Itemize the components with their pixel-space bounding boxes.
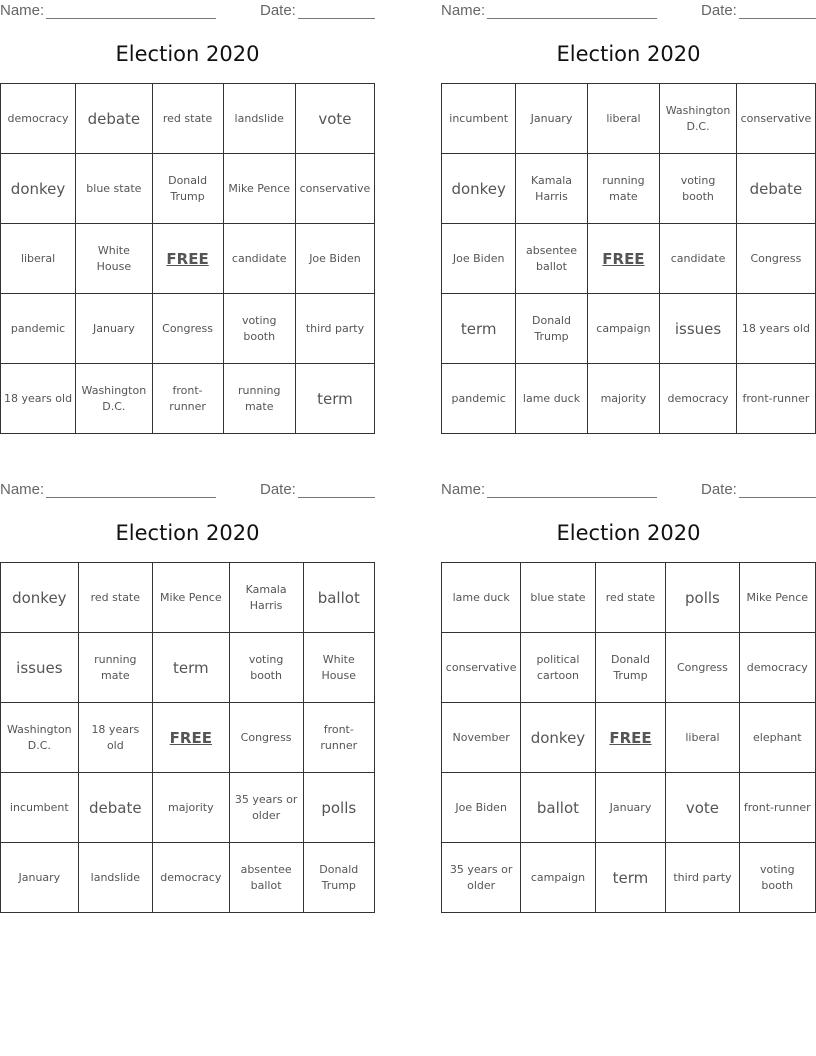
- date-line[interactable]: [298, 18, 375, 19]
- bingo-square[interactable]: Joe Biden: [295, 224, 374, 294]
- bingo-square[interactable]: Washington D.C.: [1, 703, 79, 773]
- bingo-square[interactable]: Donald Trump: [516, 294, 587, 364]
- grid-row: [442, 773, 816, 843]
- name-label: Name:: [0, 2, 45, 19]
- bingo-square[interactable]: liberal: [1, 224, 76, 294]
- bingo-square[interactable]: pandemic: [442, 364, 516, 434]
- name-date-header: [441, 2, 816, 20]
- bingo-square[interactable]: democracy: [152, 843, 229, 913]
- free-square[interactable]: FREE: [587, 224, 660, 294]
- bingo-square[interactable]: voting booth: [660, 154, 737, 224]
- bingo-square[interactable]: 35 years or older: [442, 843, 521, 913]
- bingo-square[interactable]: blue state: [521, 563, 595, 633]
- bingo-square[interactable]: debate: [76, 84, 153, 154]
- bingo-square[interactable]: red state: [78, 563, 152, 633]
- bingo-square[interactable]: front-runner: [739, 773, 815, 843]
- date-line[interactable]: [298, 497, 375, 498]
- bingo-square[interactable]: front-runner: [152, 364, 223, 434]
- date-line[interactable]: [739, 18, 816, 19]
- bingo-square[interactable]: vote: [295, 84, 374, 154]
- bingo-square[interactable]: donkey: [442, 154, 516, 224]
- name-line[interactable]: [46, 18, 216, 19]
- bingo-square[interactable]: Joe Biden: [442, 773, 521, 843]
- name-label: Name:: [441, 481, 486, 498]
- bingo-grid: [441, 83, 816, 434]
- bingo-square[interactable]: absentee ballot: [516, 224, 587, 294]
- bingo-square[interactable]: Mike Pence: [152, 563, 229, 633]
- bingo-square[interactable]: democracy: [660, 364, 737, 434]
- free-square[interactable]: FREE: [152, 224, 223, 294]
- name-label: Name:: [441, 2, 486, 19]
- bingo-square[interactable]: White House: [76, 224, 153, 294]
- bingo-square[interactable]: Washington D.C.: [660, 84, 737, 154]
- bingo-square[interactable]: Mike Pence: [739, 563, 815, 633]
- card-title: Election 2020: [556, 42, 701, 66]
- bingo-square[interactable]: January: [516, 84, 587, 154]
- bingo-square[interactable]: front-runner: [736, 364, 815, 434]
- bingo-square[interactable]: pandemic: [1, 294, 76, 364]
- bingo-square[interactable]: 35 years or older: [229, 773, 303, 843]
- card-title: Election 2020: [556, 521, 701, 545]
- grid-row: [1, 224, 375, 294]
- grid-row: [1, 703, 375, 773]
- bingo-square[interactable]: Kamala Harris: [229, 563, 303, 633]
- bingo-grid: [0, 562, 375, 913]
- bingo-square[interactable]: 18 years old: [1, 364, 76, 434]
- bingo-card-3: [0, 479, 375, 911]
- grid-row: [1, 773, 375, 843]
- bingo-square[interactable]: running mate: [223, 364, 295, 434]
- bingo-square[interactable]: November: [442, 703, 521, 773]
- name-date-header: [441, 481, 816, 499]
- bingo-square[interactable]: political cartoon: [521, 633, 595, 703]
- bingo-square[interactable]: vote: [666, 773, 739, 843]
- bingo-square[interactable]: term: [595, 843, 666, 913]
- grid-row: [1, 364, 375, 434]
- grid-row: [442, 154, 816, 224]
- bingo-square[interactable]: liberal: [587, 84, 660, 154]
- bingo-square[interactable]: 18 years old: [78, 703, 152, 773]
- name-date-header: [0, 481, 375, 499]
- bingo-square[interactable]: conservative: [442, 633, 521, 703]
- bingo-square[interactable]: Kamala Harris: [516, 154, 587, 224]
- bingo-square[interactable]: Donald Trump: [303, 843, 374, 913]
- bingo-square[interactable]: debate: [736, 154, 815, 224]
- grid-row: [1, 633, 375, 703]
- bingo-square[interactable]: donkey: [521, 703, 595, 773]
- bingo-grid: [441, 562, 816, 913]
- bingo-square[interactable]: Donald Trump: [152, 154, 223, 224]
- bingo-card-1: [0, 0, 375, 432]
- grid-row: [442, 224, 816, 294]
- bingo-square[interactable]: Congress: [152, 294, 223, 364]
- bingo-square[interactable]: running mate: [587, 154, 660, 224]
- bingo-square[interactable]: Congress: [666, 633, 739, 703]
- name-line[interactable]: [487, 497, 657, 498]
- bingo-square[interactable]: incumbent: [1, 773, 79, 843]
- bingo-square[interactable]: Joe Biden: [442, 224, 516, 294]
- bingo-square[interactable]: campaign: [587, 294, 660, 364]
- bingo-card-2: [441, 0, 816, 432]
- name-date-header: [0, 2, 375, 20]
- date-label: Date:: [260, 2, 296, 19]
- bingo-square[interactable]: red state: [152, 84, 223, 154]
- date-label: Date:: [260, 481, 296, 498]
- bingo-square[interactable]: absentee ballot: [229, 843, 303, 913]
- bingo-square[interactable]: Donald Trump: [595, 633, 666, 703]
- bingo-square[interactable]: running mate: [78, 633, 152, 703]
- grid-row: [1, 563, 375, 633]
- bingo-square[interactable]: conservative: [736, 84, 815, 154]
- grid-row: [442, 364, 816, 434]
- grid-row: [1, 843, 375, 913]
- bingo-square[interactable]: voting booth: [229, 633, 303, 703]
- bingo-square[interactable]: landslide: [223, 84, 295, 154]
- bingo-square[interactable]: third party: [295, 294, 374, 364]
- bingo-square[interactable]: incumbent: [442, 84, 516, 154]
- bingo-square[interactable]: donkey: [1, 563, 79, 633]
- bingo-square[interactable]: January: [76, 294, 153, 364]
- bingo-square[interactable]: democracy: [739, 633, 815, 703]
- bingo-square[interactable]: third party: [666, 843, 739, 913]
- bingo-square[interactable]: Congress: [736, 224, 815, 294]
- bingo-square[interactable]: 18 years old: [736, 294, 815, 364]
- bingo-square[interactable]: term: [442, 294, 516, 364]
- bingo-square[interactable]: Mike Pence: [223, 154, 295, 224]
- grid-row: [1, 294, 375, 364]
- date-line[interactable]: [739, 497, 816, 498]
- bingo-square[interactable]: Congress: [229, 703, 303, 773]
- bingo-square[interactable]: candidate: [223, 224, 295, 294]
- bingo-square[interactable]: debate: [78, 773, 152, 843]
- bingo-square[interactable]: polls: [666, 563, 739, 633]
- date-label: Date:: [701, 2, 737, 19]
- bingo-grid: [0, 83, 375, 434]
- bingo-square[interactable]: landslide: [78, 843, 152, 913]
- bingo-square[interactable]: donkey: [1, 154, 76, 224]
- grid-row: [1, 154, 375, 224]
- bingo-square[interactable]: liberal: [666, 703, 739, 773]
- grid-row: [1, 84, 375, 154]
- bingo-square[interactable]: candidate: [660, 224, 737, 294]
- card-title: Election 2020: [115, 521, 260, 545]
- grid-row: [442, 703, 816, 773]
- bingo-square[interactable]: ballot: [521, 773, 595, 843]
- grid-row: [442, 294, 816, 364]
- bingo-card-4: [441, 479, 816, 911]
- date-label: Date:: [701, 481, 737, 498]
- bingo-square[interactable]: red state: [595, 563, 666, 633]
- bingo-square[interactable]: January: [595, 773, 666, 843]
- card-title: Election 2020: [115, 42, 260, 66]
- bingo-square[interactable]: January: [1, 843, 79, 913]
- grid-row: [442, 843, 816, 913]
- free-square[interactable]: FREE: [152, 703, 229, 773]
- bingo-square[interactable]: White House: [303, 633, 374, 703]
- bingo-square[interactable]: term: [152, 633, 229, 703]
- bingo-square[interactable]: voting booth: [739, 843, 815, 913]
- free-square[interactable]: FREE: [595, 703, 666, 773]
- name-line[interactable]: [487, 18, 657, 19]
- bingo-square[interactable]: ballot: [303, 563, 374, 633]
- name-line[interactable]: [46, 497, 216, 498]
- bingo-square[interactable]: front-runner: [303, 703, 374, 773]
- bingo-square[interactable]: issues: [1, 633, 79, 703]
- grid-row: [442, 633, 816, 703]
- bingo-square[interactable]: lame duck: [516, 364, 587, 434]
- bingo-square[interactable]: lame duck: [442, 563, 521, 633]
- bingo-square[interactable]: campaign: [521, 843, 595, 913]
- bingo-square[interactable]: elephant: [739, 703, 815, 773]
- bingo-square[interactable]: conservative: [295, 154, 374, 224]
- bingo-square[interactable]: blue state: [76, 154, 153, 224]
- bingo-square[interactable]: voting booth: [223, 294, 295, 364]
- bingo-square[interactable]: Washington D.C.: [76, 364, 153, 434]
- bingo-square[interactable]: polls: [303, 773, 374, 843]
- bingo-square[interactable]: democracy: [1, 84, 76, 154]
- bingo-square[interactable]: majority: [152, 773, 229, 843]
- bingo-square[interactable]: majority: [587, 364, 660, 434]
- bingo-square[interactable]: term: [295, 364, 374, 434]
- grid-row: [442, 84, 816, 154]
- name-label: Name:: [0, 481, 45, 498]
- grid-row: [442, 563, 816, 633]
- bingo-square[interactable]: issues: [660, 294, 737, 364]
